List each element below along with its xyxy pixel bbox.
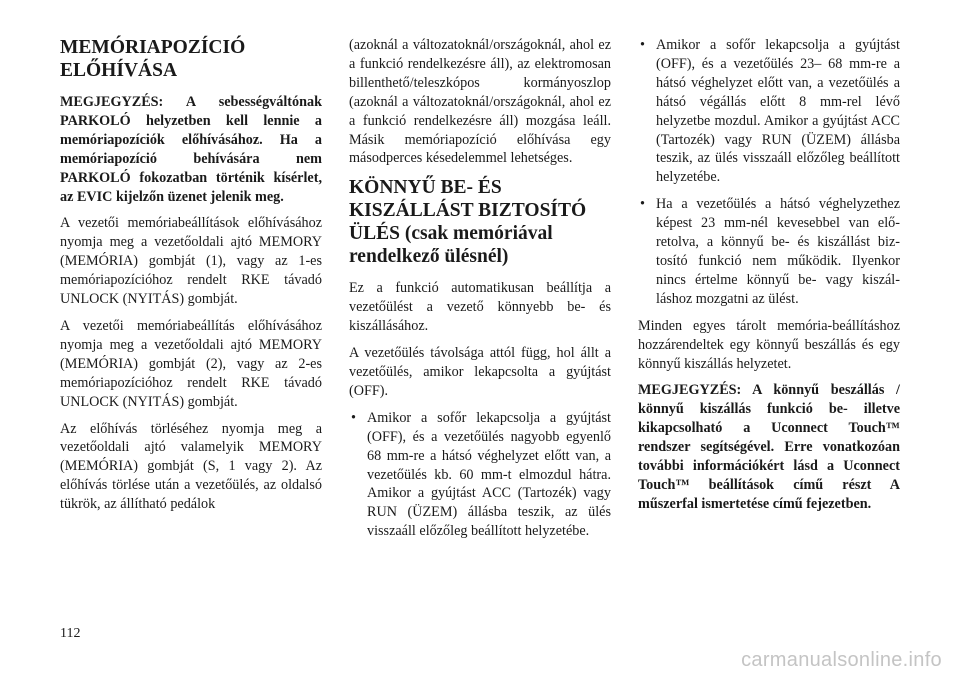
bullet-list (638, 36, 900, 309)
bullet-list (349, 409, 611, 541)
body-paragraph: Minden egyes tárolt memória-beállításhoz hozzárendeltek egy könnyű beszállás és egy könnyű kiszállás helyzetet. (638, 317, 900, 372)
heading-main: KÖNNYŰ BE- ÉS KISZÁLLÁST BIZTOSÍTÓ ÜLÉS (349, 177, 587, 245)
section-heading-easy-entry (349, 176, 611, 268)
heading-sub: (csak memóriával rendelkező ülésnél) (349, 223, 553, 268)
list-item (349, 409, 611, 541)
bullet-icon: • (640, 37, 645, 53)
page-number: 112 (60, 626, 81, 641)
body-paragraph: (azoknál a változatoknál/országoknál, ahol ez a funkció rendelkezésre áll), az elektromosan billenthető/teleszkópos kormányoszlop (azoknál a változatoknál/országoknál, ahol ez a funkció rendelkezésre áll) mozgása leáll. Másik memóriapozíció előhívása egy másodperces késedelemmel lehetséges. (349, 37, 611, 167)
body-paragraph: A vezetői memóriabeállítás előhívásához nyomja meg a vezetőoldali ajtó MEMORY (MEMÓRIA) gombját (2), vagy az 2-es memóriapozícióhoz rendelt RKE távadó UNLOCK (NYITÁS) gombját. (60, 317, 322, 410)
bullet-icon: • (640, 196, 645, 213)
column-right (638, 36, 900, 522)
column-middle (349, 36, 611, 549)
list-item (638, 36, 900, 187)
body-paragraph: A vezetői memóriabeállítások előhívásához nyomja meg a vezetőoldali ajtó MEMORY (MEMÓRIA) gombját (1), vagy az 1-es memóriapozícióhoz rendelt RKE távadó UNLOCK (NYITÁS) gombját. (60, 215, 322, 308)
list-item-text: Amikor a sofőr lekapcsolja a gyújtást (OFF), és a vezetőülés nagyobb egyenlő 68 mm-re a hátsó véghelyzet előtt van, a vezetőülés kb. 60 mm-t elmozdul hátra. Amikor a gyújtást ACC (Tartozék) vagy RUN (ÜZEM) állásba teszik, az ülés visszaáll előzőleg beállított helyzetébe. (367, 409, 611, 540)
bullet-icon: • (351, 409, 356, 426)
body-paragraph: Az előhívás törléséhez nyomja meg a vezetőoldali ajtó valamelyik MEMORY (MEMÓRIA) gombját (S, 1 vagy 2). Az előhívás törlése után a vezetőülés, az oldalsó tükrök, az állítható pedálok (60, 420, 322, 513)
note-paragraph: MEGJEGYZÉS: A könnyű beszállás / könnyű kiszállás funkció be- illetve kikapcsolható a Uconnect Touch™ rendszer segítségével. Erre vonatkozóan további információkért lásd a Uconnect Touch™ beállítások című részt A műszerfal ismertetése című fejezetben. (638, 382, 900, 512)
body-paragraph: A vezetőülés távolsága attól függ, hol állt a vezetőülés, amikor lekapcsolta a gyújtást (OFF). (349, 345, 611, 399)
section-heading-memory-recall: MEMÓRIAPOZÍCIÓ ELŐHÍVÁSA (60, 37, 246, 81)
watermark: carmanualsonline.info (741, 649, 942, 671)
list-item-text: Ha a vezetőülés a hátsó véghelyzethez képest 23 mm-nél kevesebbel van előretolva, a könnyű be- és kiszállást biztosító funkció nem működik. Ilyenkor nincs értelme könnyű be- vagy kiszálláshoz mozgatni az ülést. (656, 196, 900, 307)
column-left (60, 36, 322, 522)
note-paragraph: MEGJEGYZÉS: A sebességváltónak PARKOLÓ helyzetben kell lennie a memóriapozíciók előhívásához. Ha a memóriapozíció behívására nem PARKOLÓ fokozatban történik kísérlet, az EVIC kijelzőn üzenet jelenik meg. (60, 94, 322, 205)
body-paragraph: Ez a funkció automatikusan beállítja a vezetőülést a vezető könnyebb be- és kiszállásához. (349, 280, 611, 335)
list-item-text: Amikor a sofőr lekapcsolja a gyújtást (OFF), és a vezetőülés 23– 68 mm-re a hátsó véghelyzet előtt van, a vezetőülés a hátsó végállás előtt 8 mm-rel lévő helyzetbe mozdul. Amikor a gyújtást ACC (Tartozék) vagy RUN (ÜZEM) állásba teszik, az ülés visszaáll előzőleg beállított helyzetébe. (656, 37, 900, 186)
list-item (638, 195, 900, 308)
